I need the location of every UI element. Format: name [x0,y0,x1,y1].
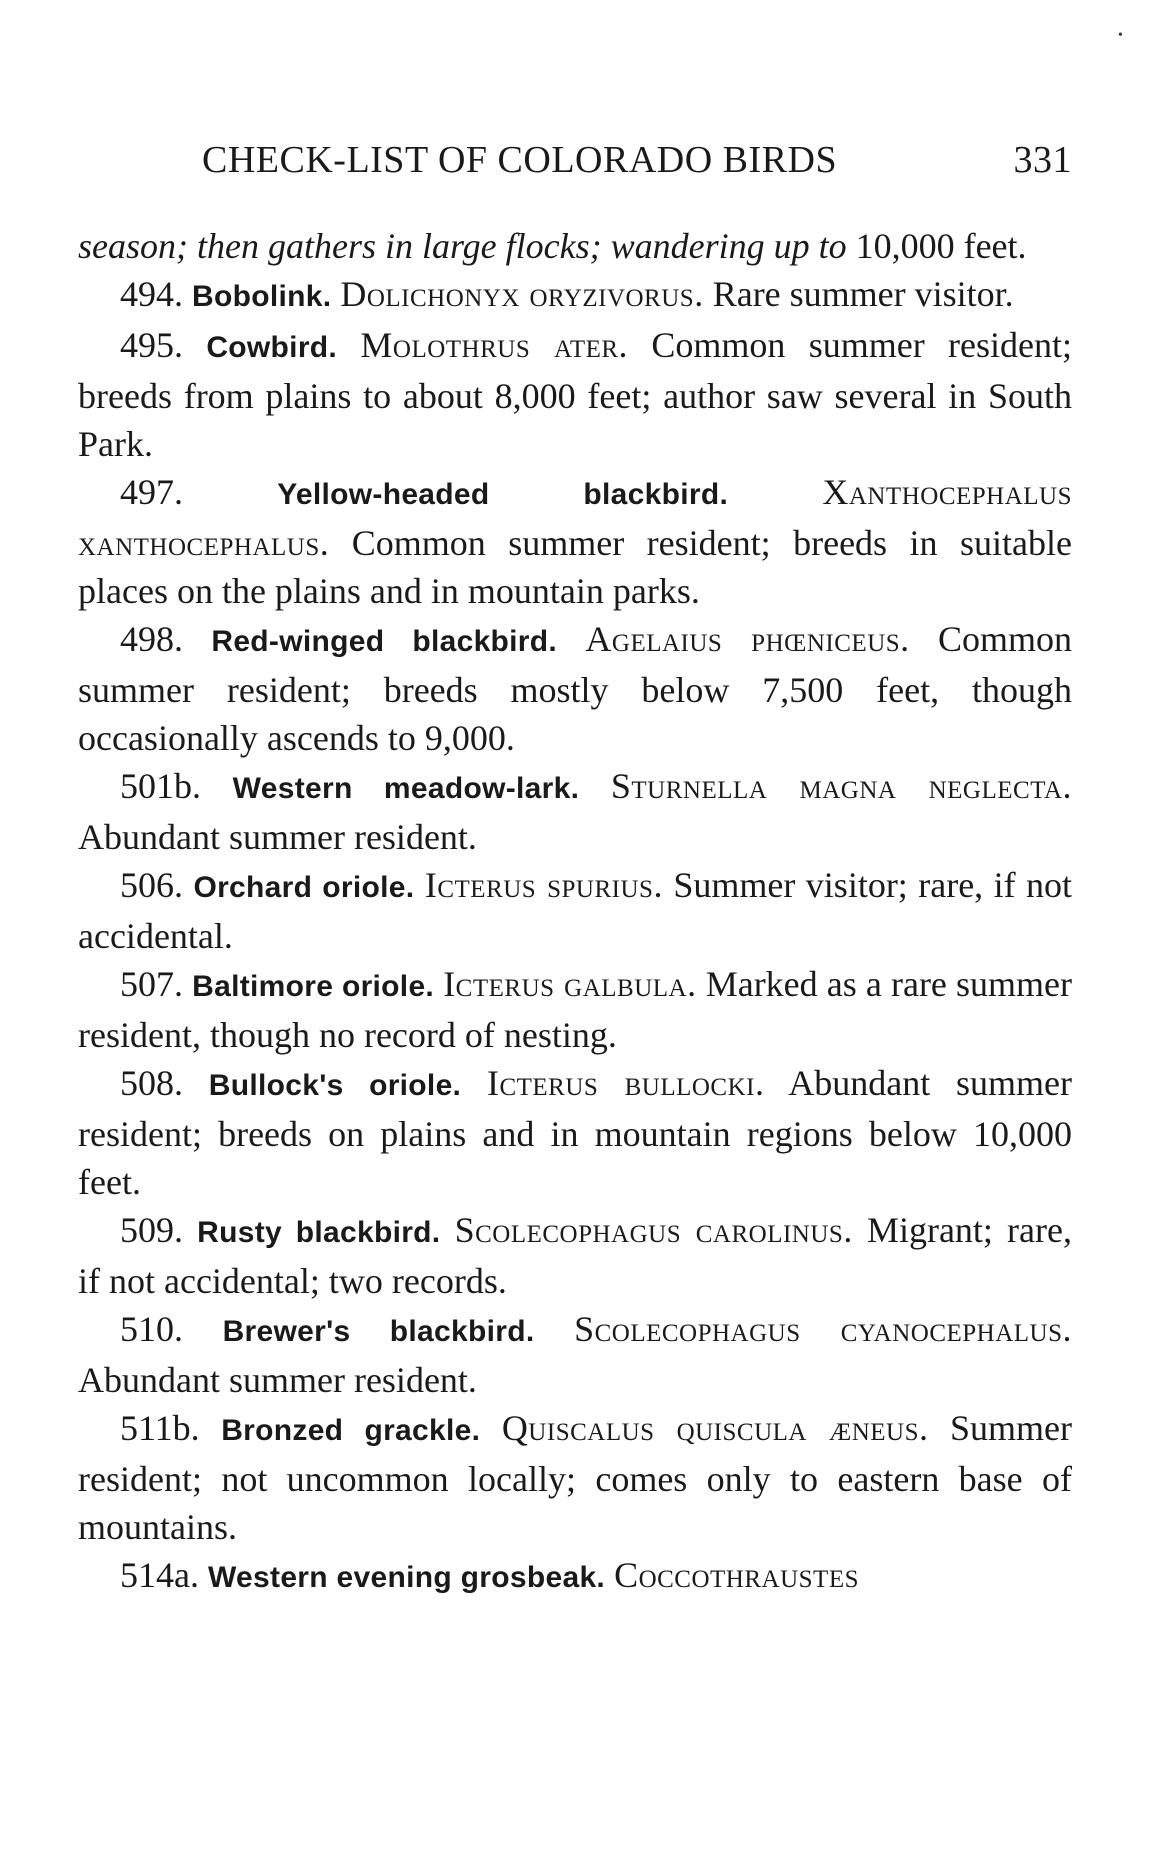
entry [78,1404,1072,1551]
running-header [202,138,1072,182]
running-title: CHECK-LIST OF COLORADO BIRDS [202,139,838,181]
entry-scientific-name: Scolecophagus cyanocephalus. [574,1309,1073,1349]
entry [78,321,1072,468]
entry-common-name: Orchard oriole. [193,871,415,904]
entry-common-name: Bobolink. [192,280,332,313]
continuation-text: season; then gathers in large flocks; wandering up to [78,226,847,266]
entry [78,1206,1072,1305]
scan-speck-mark: • [1118,28,1123,43]
entry-common-name: Yellow-headed blackbird. [277,478,729,511]
entry-scientific-name: Coccothraustes [614,1555,859,1595]
entry-description: Common summer resident; breeds in suitable places on the plains and in mountain parks. [78,523,1073,611]
entry-scientific-name: Icterus galbula. [443,964,697,1004]
entry-description: Abundant summer resident. [78,1360,477,1400]
entry-description: Marked as a rare summer resident, though no record of nesting. [78,964,1073,1055]
entry [78,861,1072,960]
entry-common-name: Rusty blackbird. [197,1216,441,1249]
entry-number: 494. [120,274,183,314]
page-body [78,222,1072,1602]
entry-scientific-name: Quiscalus quiscula æneus. [501,1408,929,1448]
entry-scientific-name: Xanthocephalus xanthocephalus. [78,472,1073,563]
entry-description: Summer resident; not uncommon locally; comes only to eastern base of mountains. [78,1408,1073,1547]
entry-number: 510. [120,1309,183,1349]
entry-scientific-name: Sturnella magna neglecta. [610,766,1073,806]
entry [78,960,1072,1059]
entry [78,270,1072,321]
entry-number: 497. [120,472,183,512]
entry-common-name: Bronzed grackle. [221,1414,481,1447]
entry-scientific-name: Agelaius phœniceus. [585,619,910,659]
entry-description: Rare summer visitor. [712,274,1014,314]
entry [78,468,1072,615]
entry-number: 501b. [120,766,201,806]
entry-description: Summer visitor; rare, if not accidental. [78,865,1073,956]
entry-scientific-name: Icterus bullocki. [486,1063,765,1103]
entry-number: 514a. [120,1555,199,1595]
entry-scientific-name: Molothrus ater. [360,325,629,365]
entry-common-name: Western meadow-lark. [232,772,580,805]
entry [78,1059,1072,1206]
entry-common-name: Western evening grosbeak. [207,1561,606,1594]
entry-number: 511b. [120,1408,200,1448]
continuation-text-2: 10,000 feet. [855,226,1027,266]
page-number: 331 [1013,139,1072,181]
entry-description: Common summer resident; breeds mostly below 7,500 feet, though occasionally ascends to 9,000. [78,619,1073,758]
entry [78,1551,1072,1602]
entry-scientific-name: Dolichonyx oryzivorus. [340,274,704,314]
entry-description: Migrant; rare, if not accidental; two records. [78,1210,1072,1301]
entry-number: 495. [120,325,183,365]
entry [78,1305,1072,1404]
entry [78,615,1072,762]
entry-scientific-name: Scolecophagus carolinus. [454,1210,853,1250]
entry-description: Common summer resident; breeds from plains to about 8,000 feet; author saw several in South Park. [78,325,1072,464]
entry-common-name: Baltimore oriole. [192,970,435,1003]
entry-number: 498. [120,619,183,659]
entry [78,762,1072,861]
continuation-paragraph [78,222,1072,270]
entry-number: 507. [120,964,183,1004]
entry-description: Abundant summer resident. [78,817,477,857]
entry-description: Abundant summer resident; breeds on plains and in mountain regions below 10,000 feet. [78,1063,1073,1202]
entry-common-name: Brewer's blackbird. [222,1315,535,1348]
entry-number: 506. [120,865,183,905]
entry-common-name: Bullock's oriole. [208,1069,462,1102]
entry-number: 508. [120,1063,183,1103]
entry-common-name: Cowbird. [206,331,338,364]
entry-scientific-name: Icterus spurius. [424,865,663,905]
entry-number: 509. [120,1210,183,1250]
entry-common-name: Red-winged blackbird. [211,625,558,658]
